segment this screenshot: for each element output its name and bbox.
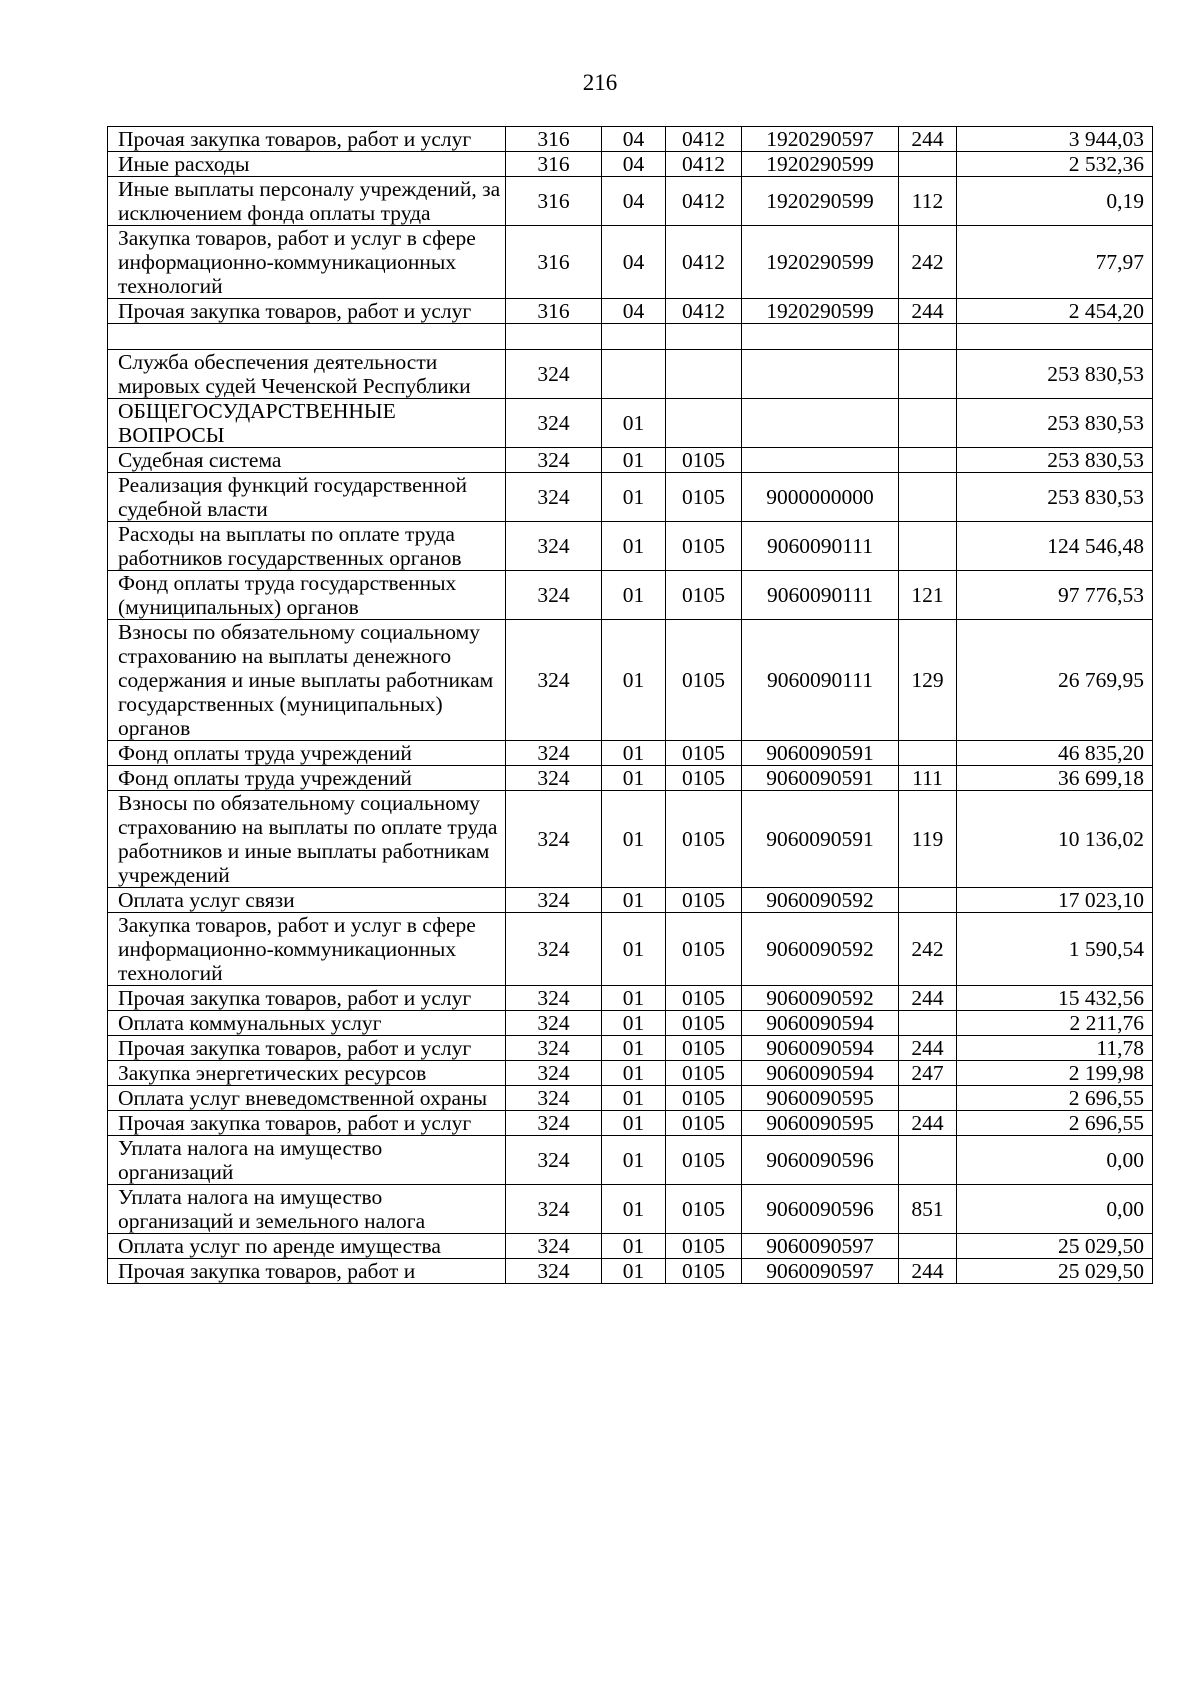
subsection-code-cell: 0105 [666,620,742,741]
admin-code-cell: 324 [506,473,602,522]
subsection-code-cell: 0105 [666,791,742,888]
target-article-cell: 9060090594 [742,1011,899,1036]
table-row [108,522,1153,571]
table-row [108,1086,1153,1111]
expense-type-cell: 119 [899,791,957,888]
target-article-cell: 9060090594 [742,1036,899,1061]
expense-type-cell: 244 [899,1036,957,1061]
subsection-code-cell: 0105 [666,1136,742,1185]
table-row [108,226,1153,299]
row-name-cell: Расходы на выплаты по оплате труда работников государственных органов [108,522,506,571]
admin-code-cell: 324 [506,1234,602,1259]
admin-code-cell: 316 [506,299,602,324]
section-code-cell [602,324,666,350]
table-row [108,1234,1153,1259]
subsection-code-cell: 0105 [666,571,742,620]
expense-type-cell: 242 [899,913,957,986]
row-name-cell: Фонд оплаты труда учреждений [108,741,506,766]
row-name-cell: Оплата коммунальных услуг [108,1011,506,1036]
expense-type-cell [899,473,957,522]
expense-type-cell: 244 [899,1259,957,1284]
admin-code-cell: 324 [506,1086,602,1111]
table-row [108,1259,1153,1284]
expense-type-cell: 247 [899,1061,957,1086]
subsection-code-cell: 0412 [666,152,742,177]
row-name-cell: Закупка товаров, работ и услуг в сфере информационно-коммуникационных технологий [108,913,506,986]
admin-code-cell: 324 [506,350,602,399]
subsection-code-cell: 0105 [666,741,742,766]
row-name-cell: Прочая закупка товаров, работ и услуг [108,1036,506,1061]
target-article-cell: 1920290599 [742,177,899,226]
subsection-code-cell: 0105 [666,913,742,986]
table-row [108,741,1153,766]
subsection-code-cell: 0105 [666,1061,742,1086]
admin-code-cell: 324 [506,1185,602,1234]
expense-type-cell [899,1234,957,1259]
subsection-code-cell: 0105 [666,1234,742,1259]
amount-cell: 3 944,03 [957,127,1153,152]
admin-code-cell: 324 [506,1259,602,1284]
table-body [108,127,1153,1284]
amount-cell: 26 769,95 [957,620,1153,741]
subsection-code-cell: 0105 [666,1185,742,1234]
row-name-cell: ОБЩЕГОСУДАРСТВЕННЫЕ ВОПРОСЫ [108,399,506,448]
admin-code-cell: 324 [506,888,602,913]
section-code-cell: 01 [602,1011,666,1036]
section-code-cell: 01 [602,448,666,473]
amount-cell: 97 776,53 [957,571,1153,620]
table-row [108,620,1153,741]
target-article-cell: 9060090111 [742,522,899,571]
admin-code-cell [506,324,602,350]
target-article-cell [742,324,899,350]
subsection-code-cell: 0105 [666,1011,742,1036]
subsection-code-cell: 0105 [666,1086,742,1111]
row-name-cell: Прочая закупка товаров, работ и [108,1259,506,1284]
amount-cell: 253 830,53 [957,350,1153,399]
section-code-cell: 01 [602,473,666,522]
expense-type-cell: 244 [899,127,957,152]
amount-cell: 0,00 [957,1136,1153,1185]
amount-cell: 15 432,56 [957,986,1153,1011]
amount-cell: 2 532,36 [957,152,1153,177]
table-row [108,1036,1153,1061]
table-row [108,399,1153,448]
section-code-cell: 04 [602,152,666,177]
target-article-cell [742,350,899,399]
expense-type-cell [899,1011,957,1036]
subsection-code-cell: 0105 [666,1036,742,1061]
row-name-cell: Фонд оплаты труда учреждений [108,766,506,791]
table-row [108,448,1153,473]
admin-code-cell: 324 [506,399,602,448]
expense-type-cell: 121 [899,571,957,620]
expense-type-cell: 244 [899,299,957,324]
admin-code-cell: 324 [506,620,602,741]
admin-code-cell: 324 [506,1111,602,1136]
section-code-cell: 04 [602,226,666,299]
admin-code-cell: 324 [506,986,602,1011]
subsection-code-cell: 0105 [666,448,742,473]
section-code-cell: 01 [602,571,666,620]
subsection-code-cell: 0412 [666,177,742,226]
target-article-cell: 9060090594 [742,1061,899,1086]
target-article-cell: 9060090597 [742,1234,899,1259]
section-code-cell: 01 [602,741,666,766]
target-article-cell: 9000000000 [742,473,899,522]
amount-cell: 77,97 [957,226,1153,299]
row-name-cell: Иные расходы [108,152,506,177]
target-article-cell: 9060090591 [742,766,899,791]
admin-code-cell: 324 [506,791,602,888]
page-number: 216 [582,70,618,95]
amount-cell: 2 696,55 [957,1111,1153,1136]
target-article-cell: 1920290599 [742,299,899,324]
amount-cell: 1 590,54 [957,913,1153,986]
section-code-cell: 01 [602,1061,666,1086]
row-name-cell: Оплата услуг по аренде имущества [108,1234,506,1259]
row-name-cell: Закупка энергетических ресурсов [108,1061,506,1086]
table-row [108,913,1153,986]
section-code-cell: 01 [602,1111,666,1136]
table-row [108,1136,1153,1185]
admin-code-cell: 316 [506,127,602,152]
expense-type-cell: 851 [899,1185,957,1234]
section-code-cell: 01 [602,399,666,448]
row-name-cell: Оплата услуг связи [108,888,506,913]
section-code-cell: 01 [602,888,666,913]
subsection-code-cell: 0105 [666,473,742,522]
expense-type-cell [899,741,957,766]
amount-cell: 25 029,50 [957,1234,1153,1259]
table-row [108,177,1153,226]
amount-cell: 253 830,53 [957,473,1153,522]
expense-type-cell: 242 [899,226,957,299]
row-name-cell: Прочая закупка товаров, работ и услуг [108,986,506,1011]
table-row [108,1111,1153,1136]
row-name-cell: Реализация функций государственной судебной власти [108,473,506,522]
amount-cell: 253 830,53 [957,448,1153,473]
table-row [108,350,1153,399]
row-name-cell: Служба обеспечения деятельности мировых судей Чеченской Республики [108,350,506,399]
row-name-cell: Взносы по обязательному социальному страхованию на выплаты по оплате труда работников и иные выплаты работникам учреждений [108,791,506,888]
table-row [108,791,1153,888]
admin-code-cell: 324 [506,522,602,571]
subsection-code-cell [666,350,742,399]
subsection-code-cell: 0412 [666,226,742,299]
table-row [108,152,1153,177]
table-row [108,473,1153,522]
expense-type-cell [899,1086,957,1111]
admin-code-cell: 324 [506,741,602,766]
amount-cell: 2 696,55 [957,1086,1153,1111]
expense-type-cell [899,399,957,448]
table-row [108,571,1153,620]
admin-code-cell: 316 [506,152,602,177]
table-row [108,1185,1153,1234]
budget-table [107,126,1153,1284]
admin-code-cell: 324 [506,1136,602,1185]
expense-type-cell [899,350,957,399]
expense-type-cell [899,888,957,913]
amount-cell: 17 023,10 [957,888,1153,913]
section-code-cell: 01 [602,1036,666,1061]
amount-cell: 25 029,50 [957,1259,1153,1284]
row-name-cell: Прочая закупка товаров, работ и услуг [108,1111,506,1136]
amount-cell [957,324,1153,350]
row-name-cell: Фонд оплаты труда государственных (муниципальных) органов [108,571,506,620]
table-row [108,888,1153,913]
target-article-cell: 9060090592 [742,888,899,913]
row-name-cell: Оплата услуг вневедомственной охраны [108,1086,506,1111]
section-code-cell: 01 [602,791,666,888]
section-code-cell: 01 [602,766,666,791]
expense-type-cell [899,324,957,350]
expense-type-cell: 112 [899,177,957,226]
amount-cell: 0,19 [957,177,1153,226]
target-article-cell: 9060090596 [742,1185,899,1234]
section-code-cell: 01 [602,1136,666,1185]
section-code-cell: 01 [602,522,666,571]
row-name-cell: Уплата налога на имущество организаций [108,1136,506,1185]
target-article-cell: 9060090597 [742,1259,899,1284]
amount-cell: 46 835,20 [957,741,1153,766]
subsection-code-cell: 0105 [666,522,742,571]
amount-cell: 11,78 [957,1036,1153,1061]
table-row [108,986,1153,1011]
row-name-cell: Закупка товаров, работ и услуг в сфере информационно-коммуникационных технологий [108,226,506,299]
amount-cell: 2 454,20 [957,299,1153,324]
section-code-cell: 01 [602,1185,666,1234]
expense-type-cell: 244 [899,986,957,1011]
subsection-code-cell: 0105 [666,986,742,1011]
subsection-code-cell: 0412 [666,127,742,152]
section-code-cell: 01 [602,1086,666,1111]
admin-code-cell: 324 [506,571,602,620]
subsection-code-cell: 0105 [666,766,742,791]
section-code-cell: 01 [602,1234,666,1259]
expense-type-cell [899,152,957,177]
target-article-cell: 9060090111 [742,571,899,620]
admin-code-cell: 324 [506,1061,602,1086]
expense-type-cell [899,522,957,571]
subsection-code-cell: 0105 [666,1111,742,1136]
target-article-cell: 1920290599 [742,226,899,299]
target-article-cell: 9060090591 [742,741,899,766]
section-code-cell: 01 [602,1259,666,1284]
amount-cell: 124 546,48 [957,522,1153,571]
row-name-cell: Взносы по обязательному социальному страхованию на выплаты денежного содержания и иные выплаты работникам государственных (муниципальных) органов [108,620,506,741]
subsection-code-cell [666,324,742,350]
admin-code-cell: 324 [506,1036,602,1061]
amount-cell: 10 136,02 [957,791,1153,888]
table-row [108,299,1153,324]
target-article-cell: 9060090592 [742,913,899,986]
subsection-code-cell: 0412 [666,299,742,324]
section-code-cell: 01 [602,913,666,986]
row-name-cell: Прочая закупка товаров, работ и услуг [108,127,506,152]
expense-type-cell [899,1136,957,1185]
target-article-cell: 9060090595 [742,1086,899,1111]
section-code-cell: 01 [602,986,666,1011]
expense-type-cell: 129 [899,620,957,741]
table-row [108,1011,1153,1036]
admin-code-cell: 324 [506,1011,602,1036]
expense-type-cell: 244 [899,1111,957,1136]
row-name-cell: Иные выплаты персоналу учреждений, за исключением фонда оплаты труда [108,177,506,226]
section-code-cell: 01 [602,620,666,741]
subsection-code-cell [666,399,742,448]
target-article-cell: 1920290599 [742,152,899,177]
target-article-cell: 9060090595 [742,1111,899,1136]
amount-cell: 36 699,18 [957,766,1153,791]
section-code-cell: 04 [602,299,666,324]
admin-code-cell: 316 [506,177,602,226]
section-code-cell: 04 [602,127,666,152]
spacer-row [108,324,1153,350]
target-article-cell: 9060090596 [742,1136,899,1185]
table-row [108,1061,1153,1086]
row-name-cell: Прочая закупка товаров, работ и услуг [108,299,506,324]
admin-code-cell: 324 [506,448,602,473]
row-name-cell [108,324,506,350]
target-article-cell: 9060090591 [742,791,899,888]
amount-cell: 0,00 [957,1185,1153,1234]
row-name-cell: Судебная система [108,448,506,473]
expense-type-cell: 111 [899,766,957,791]
target-article-cell [742,399,899,448]
table-row [108,127,1153,152]
admin-code-cell: 324 [506,766,602,791]
subsection-code-cell: 0105 [666,888,742,913]
expense-type-cell [899,448,957,473]
target-article-cell: 9060090111 [742,620,899,741]
target-article-cell [742,448,899,473]
admin-code-cell: 324 [506,913,602,986]
amount-cell: 2 211,76 [957,1011,1153,1036]
section-code-cell [602,350,666,399]
row-name-cell: Уплата налога на имущество организаций и земельного налога [108,1185,506,1234]
target-article-cell: 9060090592 [742,986,899,1011]
table-row [108,766,1153,791]
section-code-cell: 04 [602,177,666,226]
amount-cell: 2 199,98 [957,1061,1153,1086]
admin-code-cell: 316 [506,226,602,299]
amount-cell: 253 830,53 [957,399,1153,448]
subsection-code-cell: 0105 [666,1259,742,1284]
target-article-cell: 1920290597 [742,127,899,152]
